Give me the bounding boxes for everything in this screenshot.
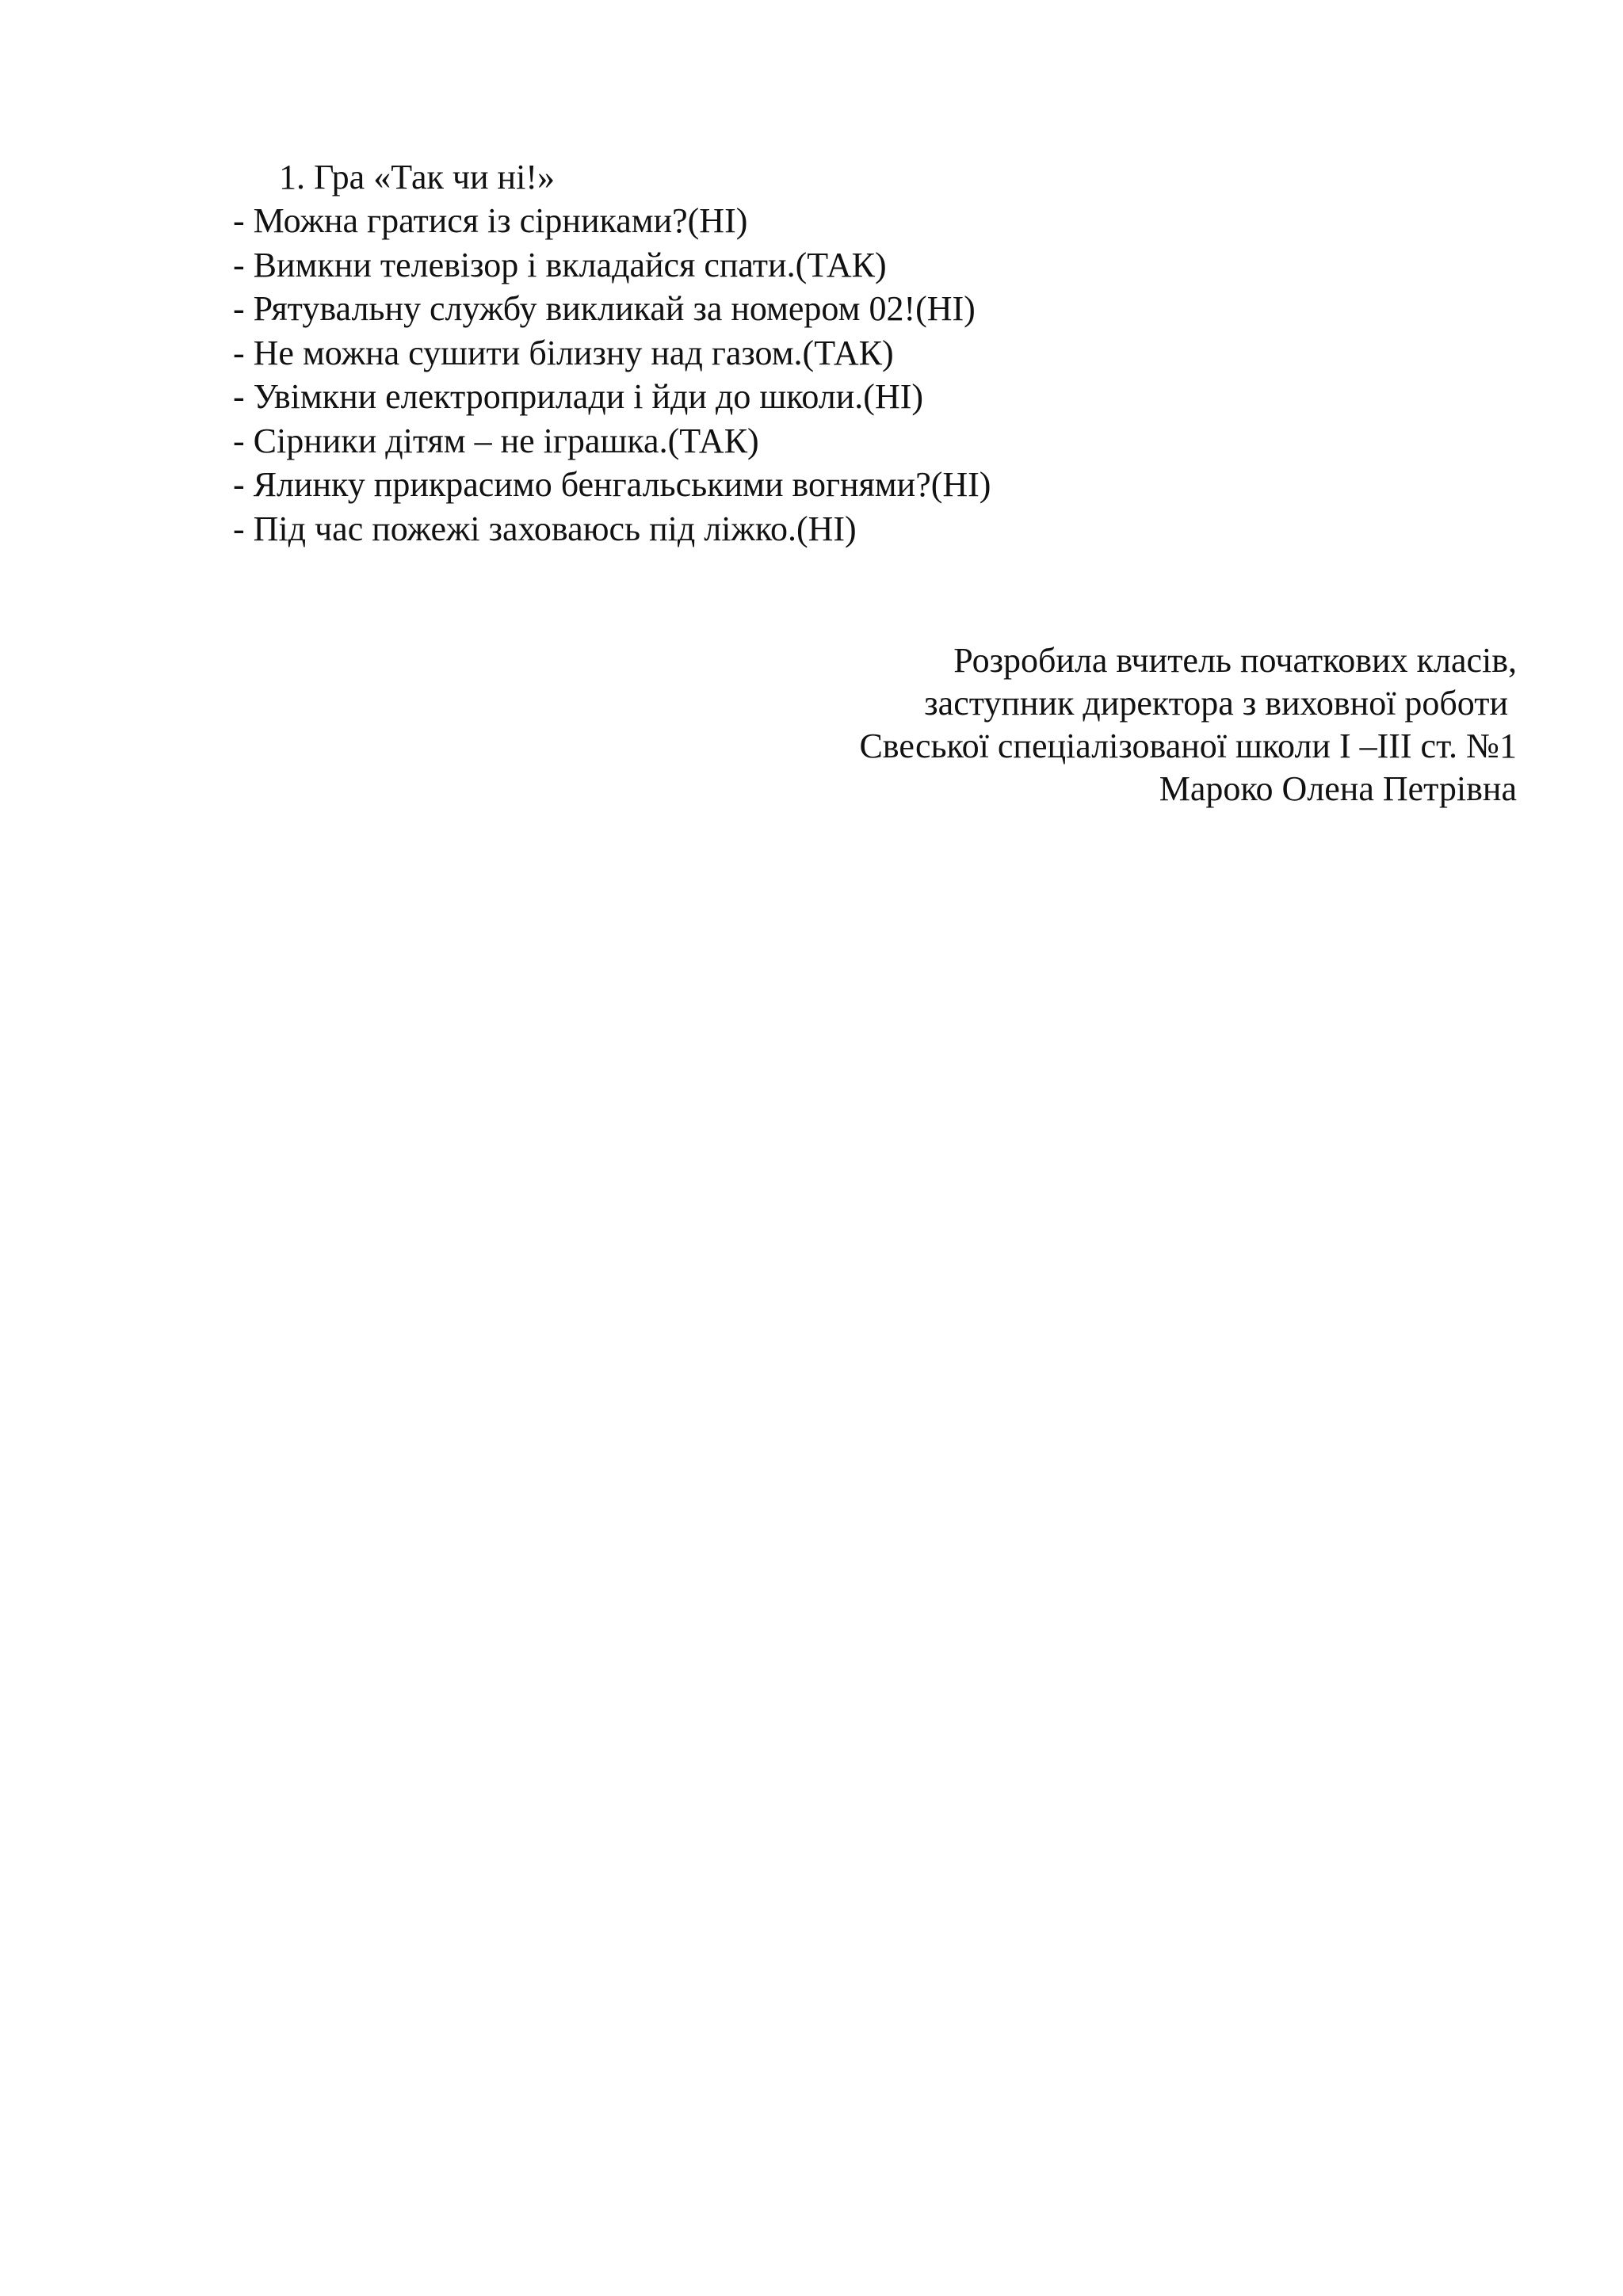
question-item: - Рятувальну службу викликай за номером 02!(НІ) xyxy=(233,289,976,328)
signature-line-position: заступник директора з виховної роботи xyxy=(924,684,1517,723)
question-item: - Під час пожежі заховаюсь під ліжко.(НІ) xyxy=(233,509,857,548)
signature-line-role: Розробила вчитель початкових класів, xyxy=(953,641,1517,680)
question-list xyxy=(233,199,1517,551)
question-item: - Сірники дітям – не іграшка.(ТАК) xyxy=(233,421,759,460)
signature-line-name: Мароко Олена Петрівна xyxy=(1159,769,1517,808)
signature-line-school: Свеської спеціалізованої школи І –ІІІ ст. №1 xyxy=(859,727,1517,765)
question-item: - Не можна сушити білизну над газом.(ТАК) xyxy=(233,333,894,372)
game-heading: 1. Гра «Так чи ні!» xyxy=(279,158,555,196)
author-signature xyxy=(859,639,1517,810)
game-section xyxy=(233,155,1517,551)
question-item: - Увімкни електроприлади і йди до школи.(НІ) xyxy=(233,377,924,416)
question-item: - Ялинку прикрасимо бенгальськими вогнями?(НІ) xyxy=(233,465,991,504)
question-item: - Можна гратися із сірниками?(НІ) xyxy=(233,201,748,240)
question-item: - Вимкни телевізор і вкладайся спати.(ТАК) xyxy=(233,245,887,284)
